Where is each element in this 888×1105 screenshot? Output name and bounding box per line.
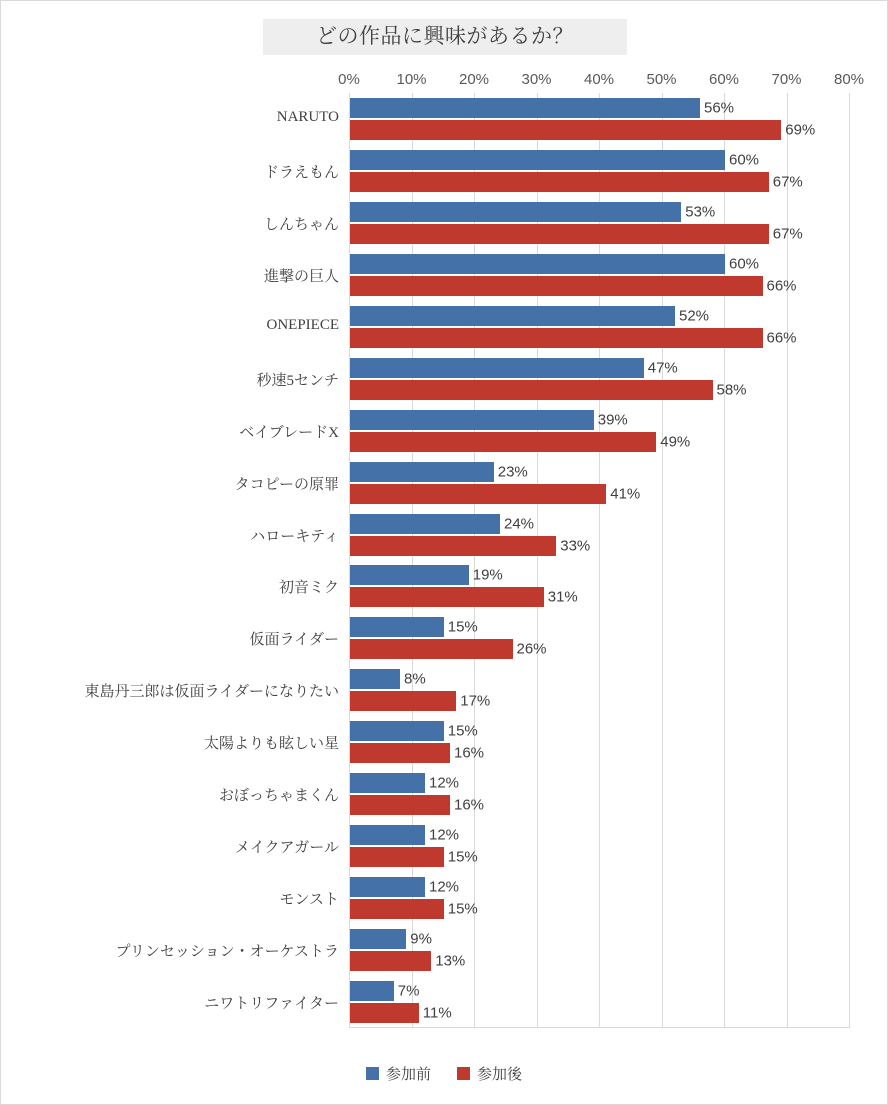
x-axis-tick-label: 0% (338, 71, 360, 88)
category-label: NARUTO (276, 108, 339, 125)
bar-after (350, 795, 485, 815)
bar-before (350, 462, 528, 482)
bar-after (350, 120, 816, 140)
bar-value-label: 7% (397, 982, 420, 1000)
x-axis-tick-label: 10% (396, 71, 427, 88)
category-label: しんちゃん (263, 216, 339, 233)
x-axis-tick-labels (338, 71, 865, 91)
category-group (239, 405, 849, 457)
bar-before (350, 410, 628, 430)
category-group (234, 457, 849, 509)
x-axis-tick-label: 50% (646, 71, 677, 88)
legend-item[interactable] (366, 1063, 431, 1084)
legend-item[interactable] (457, 1063, 522, 1084)
x-axis-tick-label: 40% (583, 71, 615, 88)
bar-after (350, 951, 466, 971)
legend-swatch (366, 1067, 379, 1080)
x-axis-tick-label: 70% (771, 71, 802, 88)
bar-value-label: 23% (497, 463, 528, 481)
bar-value-label: 15% (447, 618, 478, 636)
category-group (263, 197, 849, 249)
category-label: ニワトリファイター (204, 996, 339, 1013)
chart-legend (1, 1063, 887, 1084)
bar-value-label: 67% (772, 173, 803, 191)
category-label: 初音ミク (278, 580, 339, 597)
bar-value-label: 41% (610, 485, 641, 503)
bar-value-label: 58% (716, 381, 747, 399)
category-group (250, 509, 849, 561)
bar-value-label: 47% (647, 359, 678, 377)
bar-value-label: 15% (447, 848, 478, 866)
bar-value-label: 15% (447, 900, 478, 918)
category-label: メイクアガール (235, 840, 339, 857)
plot-area (84, 93, 849, 1028)
category-label: ドラえもん (263, 164, 339, 181)
bar-value-label: 60% (729, 151, 760, 169)
bar-before (350, 617, 478, 637)
bar-value-label: 66% (766, 329, 797, 347)
category-label: 東島丹三郎は仮面ライダーになりたい (84, 684, 339, 701)
bar-before (350, 721, 478, 741)
bar-value-label: 16% (454, 744, 485, 762)
bar-after (350, 587, 578, 607)
bar-value-label: 56% (704, 99, 735, 117)
category-group (263, 249, 849, 301)
bar-value-label: 16% (454, 796, 485, 814)
category-label: ベイブレードX (239, 424, 339, 441)
bar-value-label: 69% (785, 121, 816, 139)
category-label: 仮面ライダー (249, 632, 339, 649)
bar-after (350, 484, 641, 504)
bar-value-label: 12% (429, 826, 460, 844)
bar-value-label: 53% (685, 203, 716, 221)
bar-value-label: 31% (547, 588, 578, 606)
category-label: おぼっちゃまくん (218, 788, 339, 805)
bar-after (350, 639, 547, 659)
category-label: タコピーの原罪 (234, 476, 339, 493)
bar-value-label: 67% (772, 225, 803, 243)
bar-value-label: 9% (410, 930, 432, 948)
bar-before (350, 306, 710, 326)
bar-before (350, 877, 460, 897)
bar-value-label: 19% (472, 566, 503, 584)
bar-after (350, 328, 797, 348)
bar-value-label: 13% (435, 952, 466, 970)
chart-title: どの作品に興味があるか？ (263, 19, 627, 55)
bar-before (350, 254, 760, 274)
x-axis-tick-label: 20% (458, 71, 490, 88)
bar-value-label: 15% (447, 722, 478, 740)
bar-before (350, 929, 432, 949)
bar-before (350, 669, 426, 689)
bar-after (350, 847, 478, 867)
bar-after (350, 276, 797, 296)
bar-value-label: 49% (660, 433, 691, 451)
bar-after (350, 691, 491, 711)
bar-after (350, 536, 591, 556)
bar-value-label: 24% (504, 515, 535, 533)
bar-before (350, 514, 535, 534)
bar-before (350, 565, 503, 585)
category-group (276, 93, 849, 145)
bar-before (350, 825, 460, 845)
bar-before (350, 773, 460, 793)
bar-before (350, 98, 735, 118)
bar-before (350, 150, 760, 170)
bar-value-label: 17% (460, 692, 491, 710)
category-group (263, 145, 849, 197)
category-group (235, 820, 849, 872)
category-group (204, 976, 849, 1028)
bar-value-label: 52% (679, 307, 710, 325)
category-group (256, 353, 849, 405)
bar-before (350, 358, 678, 378)
bar-after (350, 224, 803, 244)
bar-value-label: 11% (422, 1004, 452, 1022)
bar-after (350, 172, 803, 192)
category-group (249, 612, 849, 664)
bar-before (350, 202, 716, 222)
x-axis-tick-label: 60% (708, 71, 740, 88)
category-label: プリンセッション・オーケストラ (115, 944, 339, 961)
category-label: 秒速5センチ (256, 372, 339, 389)
category-group (203, 716, 849, 768)
x-axis-tick-label: 80% (833, 71, 865, 88)
category-group (278, 561, 849, 613)
category-label: ONEPIECE (266, 316, 339, 333)
x-axis-tick-label: 30% (521, 71, 552, 88)
category-group (279, 872, 849, 924)
bar-value-label: 60% (729, 255, 760, 273)
bar-after (350, 899, 478, 919)
bar-after (350, 1003, 452, 1023)
bar-value-label: 26% (516, 640, 547, 658)
bar-value-label: 33% (560, 537, 591, 555)
bar-after (350, 380, 747, 400)
bar-after (350, 743, 485, 763)
bar-value-label: 39% (597, 411, 628, 429)
category-group (218, 768, 849, 820)
category-label: 太陽よりも眩しい星 (203, 736, 339, 753)
bar-value-label: 66% (766, 277, 797, 295)
bar-value-label: 12% (429, 878, 460, 896)
legend-label: 参加後 (477, 1067, 523, 1083)
category-label: 進撃の巨人 (263, 268, 339, 285)
category-group (115, 924, 849, 976)
bar-after (350, 432, 691, 452)
bar-value-label: 8% (404, 670, 426, 688)
legend-label: 参加前 (385, 1067, 431, 1083)
category-label: モンスト (279, 892, 339, 909)
legend-swatch (457, 1067, 470, 1080)
category-label: ハローキティ (250, 528, 339, 545)
category-group (84, 664, 849, 716)
bar-before (350, 981, 420, 1001)
bar-value-label: 12% (429, 774, 460, 792)
gridline (849, 93, 850, 1028)
category-group (266, 301, 849, 353)
